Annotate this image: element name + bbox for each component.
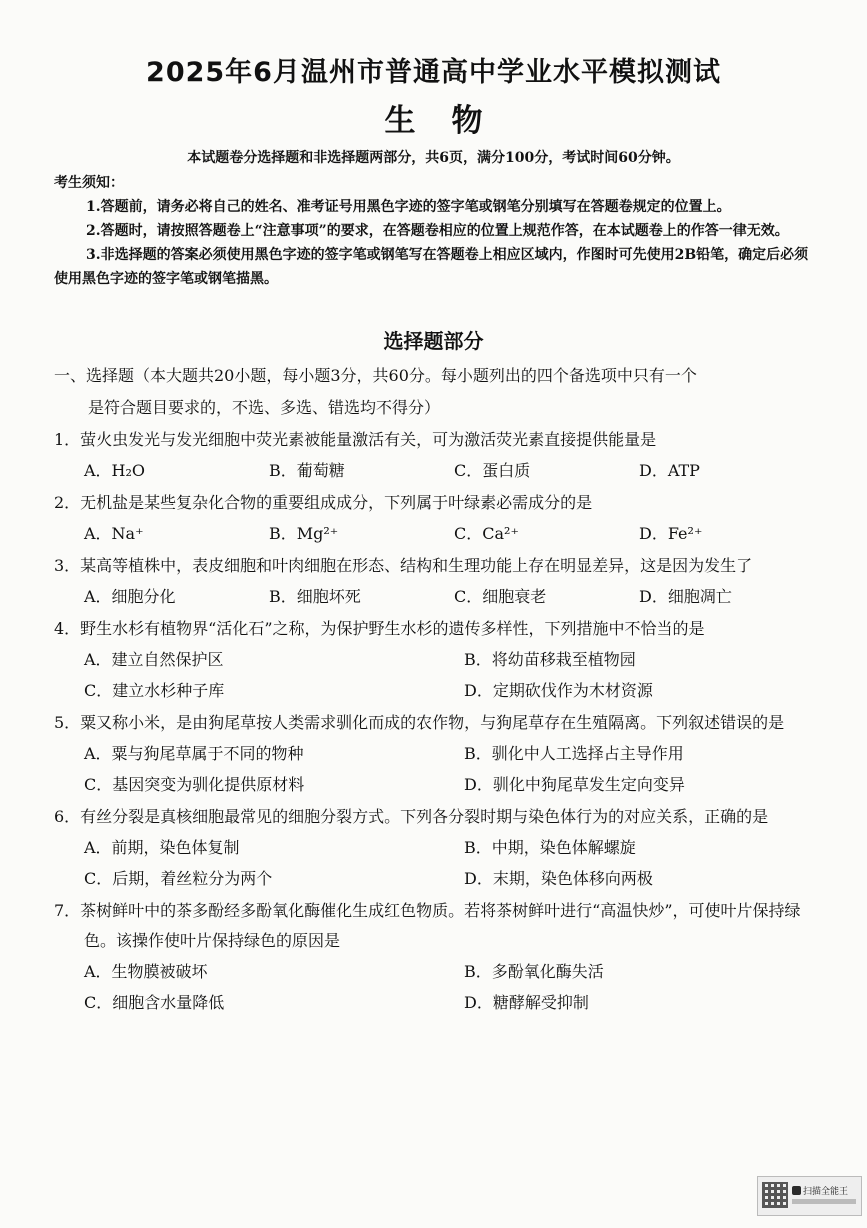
- option-a: A．前期，染色体复制: [84, 838, 240, 857]
- option-c: C．基因突变为驯化提供原材料: [84, 775, 305, 794]
- question-1: [54, 425, 814, 486]
- option-c: C．细胞衰老: [454, 587, 547, 606]
- option-grid: [54, 832, 814, 894]
- question-5: [54, 708, 814, 800]
- question-text: 1．萤火虫发光与发光细胞中荧光素被能量激活有关，可为激活荧光素直接提供能量是: [54, 430, 657, 449]
- notice-heading: 考生须知：: [54, 175, 124, 191]
- question-text: 6．有丝分裂是真核细胞最常见的细胞分裂方式。下列各分裂时期与染色体行为的对应关系，正确的是: [54, 807, 769, 826]
- part-line-2: 是符合题目要求的，不选、多选、错选均不得分）: [88, 398, 441, 417]
- option-b: B．中期，染色体解螺旋: [464, 838, 636, 857]
- option-a: A．细胞分化: [84, 587, 176, 606]
- option-d: D．末期，染色体移向两极: [464, 869, 653, 888]
- candidate-notice: [54, 171, 814, 291]
- question-text: 2．无机盐是某些复杂化合物的重要组成成分，下列属于叶绿素必需成分的是: [54, 493, 593, 512]
- option-a: A．生物膜被破坏: [84, 962, 208, 981]
- part-instructions: [54, 360, 814, 424]
- option-a: A．H₂O: [84, 461, 146, 480]
- watermark-subtext: [792, 1199, 856, 1204]
- notice-item: 3.非选择题的答案必须使用黑色字迹的签字笔或钢笔写在答题卷上相应区域内，作图时可先使用2B铅笔，确定后必须使用黑色字迹的签字笔或钢笔描黑。: [54, 247, 809, 287]
- question-7: [54, 896, 814, 1018]
- scanner-label: 扫描全能王: [803, 1187, 849, 1197]
- question-3: [54, 551, 814, 612]
- option-a: A．Na⁺: [84, 524, 144, 543]
- option-c: C．建立水杉种子库: [84, 681, 225, 700]
- question-text: 7．茶树鲜叶中的茶多酚经多酚氧化酶催化生成红色物质。若将茶树鲜叶进行“高温快炒”，可使叶片保持绿色。该操作使叶片保持绿色的原因是: [54, 901, 801, 950]
- option-d: D．驯化中狗尾草发生定向变异: [464, 775, 685, 794]
- notice-item: 2.答题时，请按照答题卷上“注意事项”的要求，在答题卷相应的位置上规范作答，在本试题卷上的作答一律无效。: [86, 223, 789, 239]
- option-row: [54, 518, 814, 549]
- section-title: 选择题部分: [383, 329, 484, 353]
- option-d: D．糖酵解受抑制: [464, 993, 589, 1012]
- option-b: B．多酚氧化酶失活: [464, 962, 604, 981]
- option-c: C．蛋白质: [454, 461, 531, 480]
- option-a: A．粟与狗尾草属于不同的物种: [84, 744, 304, 763]
- scanner-watermark: [757, 1176, 862, 1216]
- part-line-1: 一、选择题（本大题共20小题，每小题3分，共60分。每小题列出的四个备选项中只有一个: [54, 366, 697, 385]
- option-d: D．Fe²⁺: [639, 524, 703, 543]
- question-6: [54, 802, 814, 894]
- option-d: D．ATP: [639, 461, 700, 480]
- option-row: [54, 581, 814, 612]
- option-grid: [54, 738, 814, 800]
- option-grid: [54, 644, 814, 706]
- option-d: D．细胞凋亡: [639, 587, 732, 606]
- exam-intro: 本试题卷分选择题和非选择题两部分，共6页，满分100分，考试时间60分钟。: [187, 150, 680, 166]
- option-b: B．Mg²⁺: [269, 524, 339, 543]
- question-4: [54, 614, 814, 706]
- question-text: 4．野生水杉有植物界“活化石”之称，为保护野生水杉的遗传多样性，下列措施中不恰当的是: [54, 619, 705, 638]
- qr-code-icon: [762, 1182, 788, 1208]
- scanner-app-icon: [792, 1186, 801, 1195]
- subject-title: 生物: [384, 103, 519, 139]
- option-grid: [54, 956, 814, 1018]
- option-b: B．驯化中人工选择占主导作用: [464, 744, 684, 763]
- exam-title: 2025年6月温州市普通高中学业水平模拟测试: [146, 57, 721, 88]
- option-c: C．细胞含水量降低: [84, 993, 225, 1012]
- option-b: B．将幼苗移栽至植物园: [464, 650, 636, 669]
- option-d: D．定期砍伐作为木材资源: [464, 681, 653, 700]
- question-list: [54, 425, 814, 1020]
- notice-item: 1.答题前，请务必将自己的姓名、准考证号用黑色字迹的签字笔或钢笔分别填写在答题卷规定的位置上。: [86, 199, 731, 215]
- option-c: C．Ca²⁺: [454, 524, 519, 543]
- option-row: [54, 455, 814, 486]
- option-a: A．建立自然保护区: [84, 650, 224, 669]
- question-text: 5．粟又称小米，是由狗尾草按人类需求驯化而成的农作物，与狗尾草存在生殖隔离。下列叙述错误的是: [54, 713, 785, 732]
- option-c: C．后期，着丝粒分为两个: [84, 869, 273, 888]
- option-b: B．葡萄糖: [269, 461, 345, 480]
- question-text: 3．某高等植株中，表皮细胞和叶肉细胞在形态、结构和生理功能上存在明显差异，这是因为发生了: [54, 556, 753, 575]
- option-b: B．细胞坏死: [269, 587, 361, 606]
- question-2: [54, 488, 814, 549]
